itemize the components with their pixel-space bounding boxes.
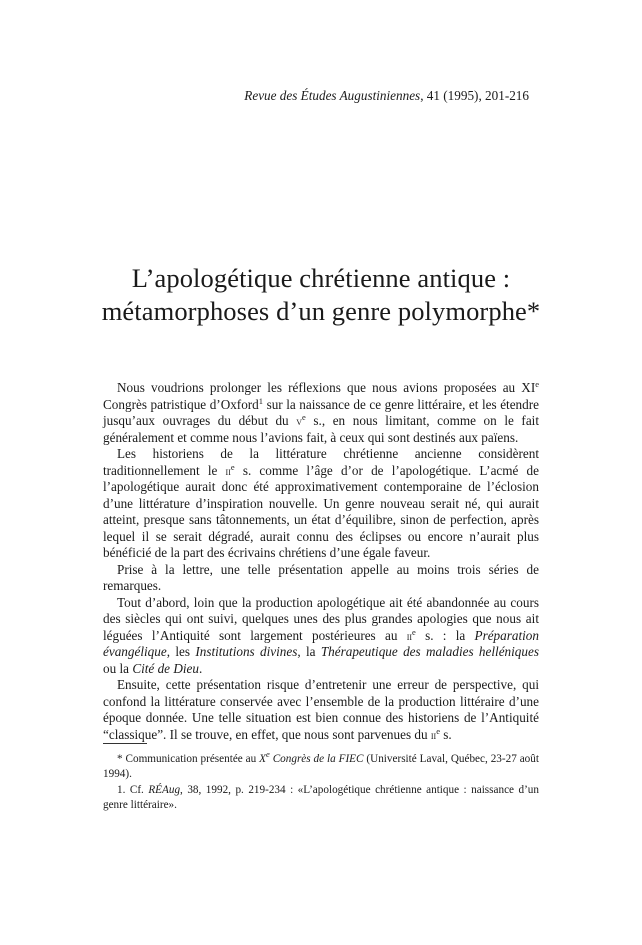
footnotes	[103, 749, 539, 814]
century-numeral: ii	[225, 463, 231, 478]
footnote-ref-1: 1	[258, 395, 264, 406]
text-run: Nous voudrions prolonger les réflexions que nous avions proposées au XI	[117, 380, 536, 395]
text-run: , les	[166, 644, 196, 659]
footnote-separator	[103, 743, 147, 744]
work-title: Institutions divines	[195, 644, 298, 659]
text-run: (Université Laval, Québec, 23-27 août 1994).	[103, 753, 539, 780]
text-run: 1. Cf.	[117, 784, 149, 796]
text-run: s.	[440, 726, 452, 742]
text-run: Congrès de la FIEC	[269, 753, 364, 765]
text-run: sur la naissance de ce genre littéraire, et les étendre jusqu’aux ouvrages du début du	[103, 396, 539, 428]
superscript: e	[412, 626, 416, 637]
journal-abbrev: RÉAug	[148, 784, 181, 796]
paragraph-5	[103, 677, 539, 743]
text-run: .	[198, 660, 203, 676]
text-run: Les historiens de la littérature chrétienne ancienne considèrent traditionnellement le	[103, 446, 539, 478]
century-numeral: ii	[430, 727, 437, 742]
article-body	[103, 380, 539, 743]
text-run: Congrès patristique d’Oxford	[103, 396, 259, 412]
article-title	[0, 262, 642, 328]
text-run: Ensuite, cette présentation risque d’entretenir une erreur de perspective, qui confond la littérature conservée avec l’ensemble de la production littéraire d’une époque donnée. Une telle situation est bien connue des historiens de l’Antiquité “classique”. Il se trouve, en effet, que nous sont parvenues du	[103, 677, 539, 742]
superscript: e	[266, 749, 270, 759]
footnote-star	[103, 749, 539, 781]
work-title: Préparation évangélique	[103, 627, 539, 659]
work-title: Cité de Dieu	[132, 660, 199, 676]
century-numeral: v	[296, 414, 303, 428]
congress-title	[259, 749, 364, 765]
paragraph-2	[103, 446, 539, 562]
text-run: s. comme l’âge d’or de l’apologétique. L’acmé de l’apologétique aurait donc été approximativement contemporaine de l’éclosion d’une littérature d’inspiration nouvelle. Un genre nouveau serait né, qui aurait atteint, presque sans tâtonnements, un état d’équilibre, sinon de perfection, après lequel il se serait dégradé, aurait connu des éclipses ou encore n’aurait plus bénéficié de la part des écrivains chrétiens d’une égale faveur.	[103, 462, 540, 560]
text-run: * Communication présentée au	[117, 753, 260, 765]
century-numeral: ii	[406, 628, 413, 643]
superscript: e	[230, 461, 235, 472]
footnote-1	[103, 783, 539, 812]
title-line-1: L’apologétique chrétienne antique :	[131, 263, 511, 293]
journal-title: Revue des Études Augustiniennes	[244, 88, 421, 103]
text-run: X	[259, 753, 266, 765]
running-head	[244, 88, 529, 104]
text-run: , 38, 1992, p. 219-234 : «L’apologétique chrétienne antique : naissance d’un genre littéraire».	[103, 784, 539, 811]
paragraph-4	[103, 595, 539, 678]
paragraph-3: Prise à la lettre, une telle présentation appelle au moins trois séries de remarques.	[103, 561, 539, 593]
title-line-2: métamorphoses d’un genre polymorphe*	[101, 296, 541, 326]
text-run: s. : la	[415, 627, 475, 643]
work-title: Thérapeutique des maladies helléniques	[320, 644, 539, 659]
paragraph-1	[103, 380, 539, 446]
text-run: s., en nous limitant, comme on le fait généralement et comme nous l’avions fait, à ceux qui sont destinés aux païens.	[103, 413, 539, 445]
superscript: e	[302, 412, 306, 422]
journal-citation: , 41 (1995), 201-216	[420, 88, 529, 103]
text-run: , la	[297, 644, 321, 659]
superscript: e	[436, 725, 440, 736]
superscript: e	[535, 379, 539, 389]
text-run: Tout d’abord, loin que la production apologétique ait été abandonnée au cours des siècles qui ont suivi, quelques unes des plus grandes apologies que nous ait léguées l’Antiquité sont largement postérieures au	[103, 594, 539, 643]
text-run: ou la	[103, 660, 133, 676]
